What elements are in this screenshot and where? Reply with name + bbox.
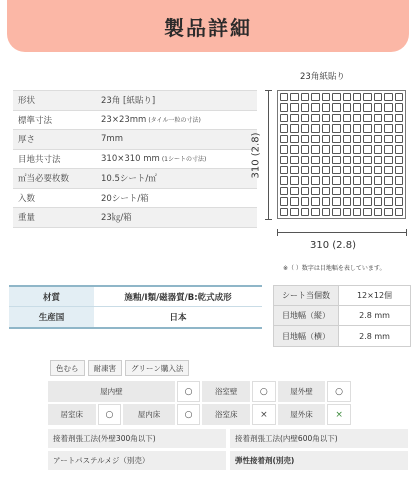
dimension-line-horizontal bbox=[277, 232, 407, 233]
tile-cell bbox=[374, 93, 382, 101]
tile-cell bbox=[332, 208, 340, 216]
tile-cell bbox=[363, 93, 371, 101]
tile-cell bbox=[384, 103, 392, 111]
sheet-value: 12×12個 bbox=[356, 291, 393, 300]
tile-cell bbox=[343, 187, 351, 195]
tile-cell bbox=[363, 124, 371, 132]
tile-cell bbox=[332, 103, 340, 111]
usage-mark: ○ bbox=[252, 381, 276, 402]
tile-cell bbox=[343, 176, 351, 184]
tile-cell bbox=[384, 145, 392, 153]
tile-cell bbox=[353, 124, 361, 132]
sheet-value: 2.8 mm bbox=[359, 331, 390, 341]
tile-cell bbox=[290, 103, 298, 111]
usage-label: 屋内壁 bbox=[48, 381, 175, 402]
tile-cell bbox=[353, 187, 361, 195]
sheet-label: シート当個数 bbox=[274, 286, 339, 305]
tile-cell bbox=[353, 176, 361, 184]
tile-cell bbox=[343, 208, 351, 216]
sheet-label: 目地幅（横） bbox=[274, 326, 339, 346]
tile-cell bbox=[353, 135, 361, 143]
table-row bbox=[13, 208, 257, 228]
dimension-tick bbox=[265, 219, 272, 220]
tile-cell bbox=[343, 166, 351, 174]
tile-cell bbox=[384, 197, 392, 205]
method-cell: アートパステルメジ（別売） bbox=[48, 451, 226, 470]
usage-label: 屋外床 bbox=[278, 404, 326, 425]
usage-mark: ○ bbox=[177, 381, 201, 402]
tile-cell bbox=[290, 166, 298, 174]
table-row bbox=[13, 150, 257, 170]
tile-cell bbox=[322, 135, 330, 143]
tile-cell bbox=[384, 135, 392, 143]
table-row bbox=[274, 286, 410, 306]
method-cell: 接着剤張工法(外壁300角以下) bbox=[48, 429, 226, 448]
spec-value: 20シート/箱 bbox=[101, 193, 149, 204]
tile-cell bbox=[384, 114, 392, 122]
tile-cell bbox=[363, 103, 371, 111]
tile-cell bbox=[395, 176, 403, 184]
tile-cell bbox=[322, 176, 330, 184]
usage-label: 浴室壁 bbox=[202, 381, 250, 402]
tile-cell bbox=[311, 93, 319, 101]
header-banner bbox=[7, 0, 409, 52]
tile-cell bbox=[332, 145, 340, 153]
spec-label: ㎡当必要枚数 bbox=[18, 174, 70, 185]
tile-cell bbox=[353, 166, 361, 174]
spec-label: 目地共寸法 bbox=[18, 154, 61, 165]
tile-cell bbox=[322, 187, 330, 195]
tile-cell bbox=[322, 124, 330, 132]
usage-row bbox=[48, 404, 353, 425]
table-row bbox=[13, 169, 257, 189]
tile-cell bbox=[290, 208, 298, 216]
tile-cell bbox=[374, 208, 382, 216]
usage-label: 浴室床 bbox=[202, 404, 250, 425]
tile-cell bbox=[290, 93, 298, 101]
tile-cell bbox=[301, 156, 309, 164]
spec-value: 23×23mm (タイル一粒の寸法) bbox=[101, 114, 201, 125]
tile-cell bbox=[280, 156, 288, 164]
country-label: 生産国 bbox=[9, 307, 94, 327]
tile-cell bbox=[290, 114, 298, 122]
tile-cell bbox=[301, 145, 309, 153]
material-value: 施釉/I類/磁器質/B:乾式成形 bbox=[124, 292, 232, 303]
tile-cell bbox=[322, 166, 330, 174]
table-row bbox=[274, 306, 410, 326]
table-row bbox=[13, 189, 257, 209]
tile-cell bbox=[384, 124, 392, 132]
tile-cell bbox=[353, 208, 361, 216]
tile-cell bbox=[363, 176, 371, 184]
tile-cell bbox=[332, 187, 340, 195]
spec-value: 10.5シート/㎡ bbox=[101, 174, 157, 185]
tile-cell bbox=[280, 166, 288, 174]
tile-cell bbox=[280, 176, 288, 184]
tile-cell bbox=[322, 93, 330, 101]
tile-cell bbox=[311, 114, 319, 122]
spec-label: 標準寸法 bbox=[18, 115, 53, 126]
dimension-tick bbox=[277, 229, 278, 236]
joint-note: ※（ ）数字は目地幅を表しています。 bbox=[283, 265, 386, 272]
page-title: 製品詳細 bbox=[164, 15, 252, 40]
table-row bbox=[274, 326, 410, 346]
tile-cell bbox=[363, 208, 371, 216]
tile-cell bbox=[384, 176, 392, 184]
tile-cell bbox=[343, 135, 351, 143]
tile-cell bbox=[280, 103, 288, 111]
tile-cell bbox=[301, 103, 309, 111]
method-row bbox=[48, 429, 408, 448]
usage-label: 屋内床 bbox=[123, 404, 174, 425]
tile-cell bbox=[280, 135, 288, 143]
tile-cell bbox=[395, 187, 403, 195]
spec-label: 形状 bbox=[18, 96, 36, 107]
tile-cell bbox=[280, 145, 288, 153]
tile-cell bbox=[363, 166, 371, 174]
tile-cell bbox=[332, 176, 340, 184]
tile-cell bbox=[395, 145, 403, 153]
tile-cell bbox=[322, 114, 330, 122]
feature-tags bbox=[50, 360, 189, 376]
tile-cell bbox=[384, 156, 392, 164]
method-row bbox=[48, 451, 408, 470]
usage-mark: × bbox=[252, 404, 276, 425]
tile-cell bbox=[301, 187, 309, 195]
tile-cell bbox=[311, 124, 319, 132]
tile-cell bbox=[322, 156, 330, 164]
tile-cell bbox=[353, 93, 361, 101]
tile-cell bbox=[353, 114, 361, 122]
usage-mark: ○ bbox=[98, 404, 122, 425]
tile-cell bbox=[374, 145, 382, 153]
tile-cell bbox=[280, 114, 288, 122]
tile-cell bbox=[363, 197, 371, 205]
tile-cell bbox=[322, 145, 330, 153]
tile-cell bbox=[395, 208, 403, 216]
dimension-label-vertical: 310 (2.8) bbox=[250, 132, 262, 179]
tile-cell bbox=[395, 93, 403, 101]
usage-table bbox=[48, 381, 353, 427]
spec-note: (1シートの寸法) bbox=[161, 155, 207, 163]
tile-cell bbox=[311, 176, 319, 184]
tile-cell bbox=[395, 103, 403, 111]
spec-note: (タイル一粒の寸法) bbox=[148, 116, 201, 124]
tile-cell bbox=[311, 187, 319, 195]
tile-cell bbox=[280, 208, 288, 216]
tile-cell bbox=[374, 135, 382, 143]
tile-cell bbox=[374, 187, 382, 195]
method-cell: 接着剤張工法(内壁600角以下) bbox=[230, 429, 408, 448]
table-row bbox=[13, 111, 257, 131]
sheet-table bbox=[273, 285, 411, 347]
tile-cell bbox=[301, 93, 309, 101]
tile-cell bbox=[322, 197, 330, 205]
diagram-title: 23角紙貼り bbox=[300, 72, 345, 82]
sheet-label: 目地幅（縦） bbox=[274, 306, 339, 325]
tile-cell bbox=[280, 187, 288, 195]
tile-cell bbox=[332, 166, 340, 174]
tile-cell bbox=[322, 103, 330, 111]
country-value: 日本 bbox=[169, 313, 187, 323]
tile-cell bbox=[395, 156, 403, 164]
tile-cell bbox=[311, 156, 319, 164]
tile-cell bbox=[332, 156, 340, 164]
tag-green-purchasing: グリーン購入法 bbox=[125, 360, 189, 376]
tile-cell bbox=[290, 135, 298, 143]
tile-cell bbox=[311, 145, 319, 153]
tile-cell bbox=[332, 93, 340, 101]
tile-cell bbox=[311, 197, 319, 205]
dimension-label-horizontal: 310 (2.8) bbox=[310, 240, 356, 251]
tile-cell bbox=[332, 135, 340, 143]
tile-cell bbox=[290, 156, 298, 164]
tile-cell bbox=[374, 114, 382, 122]
spec-value: 23角 [紙貼り] bbox=[101, 96, 156, 107]
tile-cell bbox=[384, 187, 392, 195]
tile-cell bbox=[301, 135, 309, 143]
tile-cell bbox=[343, 145, 351, 153]
tile-cell bbox=[343, 197, 351, 205]
tag-frost-resistance: 耐凍害 bbox=[88, 360, 123, 376]
usage-mark: × bbox=[327, 404, 351, 425]
tile-cell bbox=[332, 114, 340, 122]
tile-cell bbox=[290, 197, 298, 205]
dimension-tick bbox=[265, 90, 272, 91]
spec-value: 7mm bbox=[101, 134, 123, 145]
sheet-value: 2.8 mm bbox=[359, 311, 390, 320]
usage-mark: ○ bbox=[327, 381, 351, 402]
tile-cell bbox=[384, 208, 392, 216]
table-row bbox=[13, 91, 257, 111]
tile-cell bbox=[322, 208, 330, 216]
table-row bbox=[13, 130, 257, 150]
tile-cell bbox=[374, 197, 382, 205]
tile-cell bbox=[374, 156, 382, 164]
tile-cell bbox=[343, 124, 351, 132]
usage-row bbox=[48, 381, 353, 402]
tile-cell bbox=[384, 166, 392, 174]
tile-cell bbox=[311, 103, 319, 111]
spec-label: 重量 bbox=[18, 213, 36, 224]
tile-cell bbox=[301, 114, 309, 122]
tile-cell bbox=[395, 166, 403, 174]
tile-cell bbox=[311, 208, 319, 216]
tile-cell bbox=[363, 156, 371, 164]
usage-mark: ○ bbox=[177, 404, 201, 425]
tile-cell bbox=[343, 103, 351, 111]
table-row bbox=[9, 307, 262, 327]
tile-cell bbox=[363, 187, 371, 195]
dimension-tick bbox=[406, 229, 407, 236]
tile-cell bbox=[363, 145, 371, 153]
tile-cell bbox=[301, 166, 309, 174]
tile-cell bbox=[395, 197, 403, 205]
tile-cell bbox=[395, 114, 403, 122]
tile-cell bbox=[311, 135, 319, 143]
material-table bbox=[9, 285, 262, 329]
tile-cell bbox=[353, 103, 361, 111]
usage-label: 居室床 bbox=[48, 404, 96, 425]
tile-cell bbox=[353, 145, 361, 153]
tile-cell bbox=[343, 93, 351, 101]
tile-sheet-diagram bbox=[277, 90, 406, 219]
tile-cell bbox=[374, 166, 382, 174]
tile-cell bbox=[332, 124, 340, 132]
tile-cell bbox=[332, 197, 340, 205]
tile-cell bbox=[363, 135, 371, 143]
tile-cell bbox=[374, 103, 382, 111]
tile-cell bbox=[343, 114, 351, 122]
tile-cell bbox=[280, 93, 288, 101]
tile-cell bbox=[290, 145, 298, 153]
tile-cell bbox=[301, 208, 309, 216]
tile-cell bbox=[374, 176, 382, 184]
tile-cell bbox=[353, 197, 361, 205]
tile-cell bbox=[311, 166, 319, 174]
method-cell: 弾性接着剤(別売) bbox=[230, 451, 408, 470]
tile-cell bbox=[290, 187, 298, 195]
tile-cell bbox=[363, 114, 371, 122]
tag-color-variation: 色むら bbox=[50, 360, 85, 376]
tile-cell bbox=[280, 124, 288, 132]
tile-cell bbox=[280, 197, 288, 205]
tile-cell bbox=[301, 197, 309, 205]
tile-cell bbox=[290, 124, 298, 132]
tile-cell bbox=[290, 176, 298, 184]
tile-cell bbox=[301, 124, 309, 132]
spec-value: 310×310 mm (1シートの寸法) bbox=[101, 153, 207, 164]
material-label: 材質 bbox=[9, 287, 94, 306]
tile-cell bbox=[353, 156, 361, 164]
tile-cell bbox=[301, 176, 309, 184]
tile-cell bbox=[384, 93, 392, 101]
tile-cell bbox=[374, 124, 382, 132]
spec-value: 23㎏/箱 bbox=[101, 213, 132, 224]
table-row bbox=[9, 287, 262, 307]
tile-cell bbox=[395, 135, 403, 143]
tile-cell bbox=[343, 156, 351, 164]
spec-label: 入数 bbox=[18, 193, 36, 204]
usage-label: 屋外壁 bbox=[278, 381, 326, 402]
spec-table bbox=[13, 90, 257, 228]
dimension-line-vertical bbox=[268, 90, 269, 220]
tile-cell bbox=[395, 124, 403, 132]
spec-label: 厚さ bbox=[18, 135, 36, 146]
